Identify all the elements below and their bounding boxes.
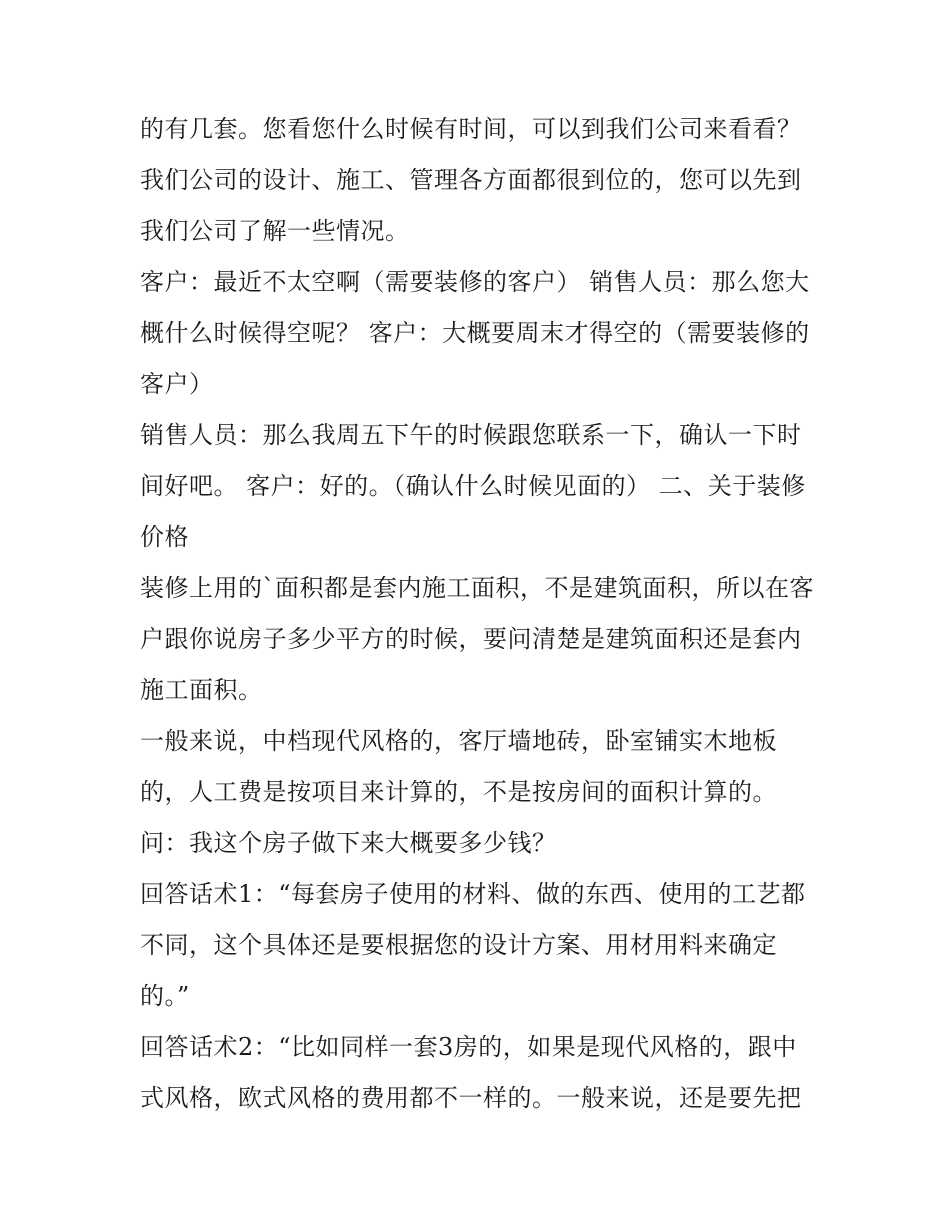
paragraph-customer-busy: 客户：最近不太空啊（需要装修的客户） 销售人员：那么您大概什么时候得空呢？ 客户：大概要周末才得空的（需要装修的客户） [140, 268, 810, 398]
paragraph-answer-1: 回答话术1：“每套房子使用的材料、做的东西、使用的工艺都不同，这个具体还是要根据您的设计方案、用材用料来确定的。” [140, 880, 806, 1010]
paragraph-area-note: 装修上用的`面积都是套内施工面积，不是建筑面积，所以在客户跟你说房子多少平方的时候，要问清楚是建筑面积还是套内施工面积。 [140, 574, 814, 704]
paragraph-appointment-intro: 的有几套。您看您什么时候有时间，可以到我们公司来看看？我们公司的设计、施工、管理各方面都很到位的，您可以先到我们公司了解一些情况。 [140, 115, 802, 245]
paragraph-question: 问：我这个房子做下来大概要多少钱？ [140, 829, 557, 857]
paragraph-confirm-meeting: 销售人员：那么我周五下午的时候跟您联系一下，确认一下时间好吧。 客户：好的。（确认什么时候见面的） 二、关于装修价格 [140, 421, 806, 551]
paragraph-labor-cost: 一般来说，中档现代风格的，客厅墙地砖，卧室铺实木地板的，人工费是按项目来计算的，不是按房间的面积计算的。 [140, 727, 777, 806]
paragraph-answer-2: 回答话术2：“比如同样一套3房的，如果是现代风格的，跟中式风格，欧式风格的费用都不一样的。一般来说，还是要先把 [140, 1033, 802, 1112]
document-body [140, 104, 820, 1124]
